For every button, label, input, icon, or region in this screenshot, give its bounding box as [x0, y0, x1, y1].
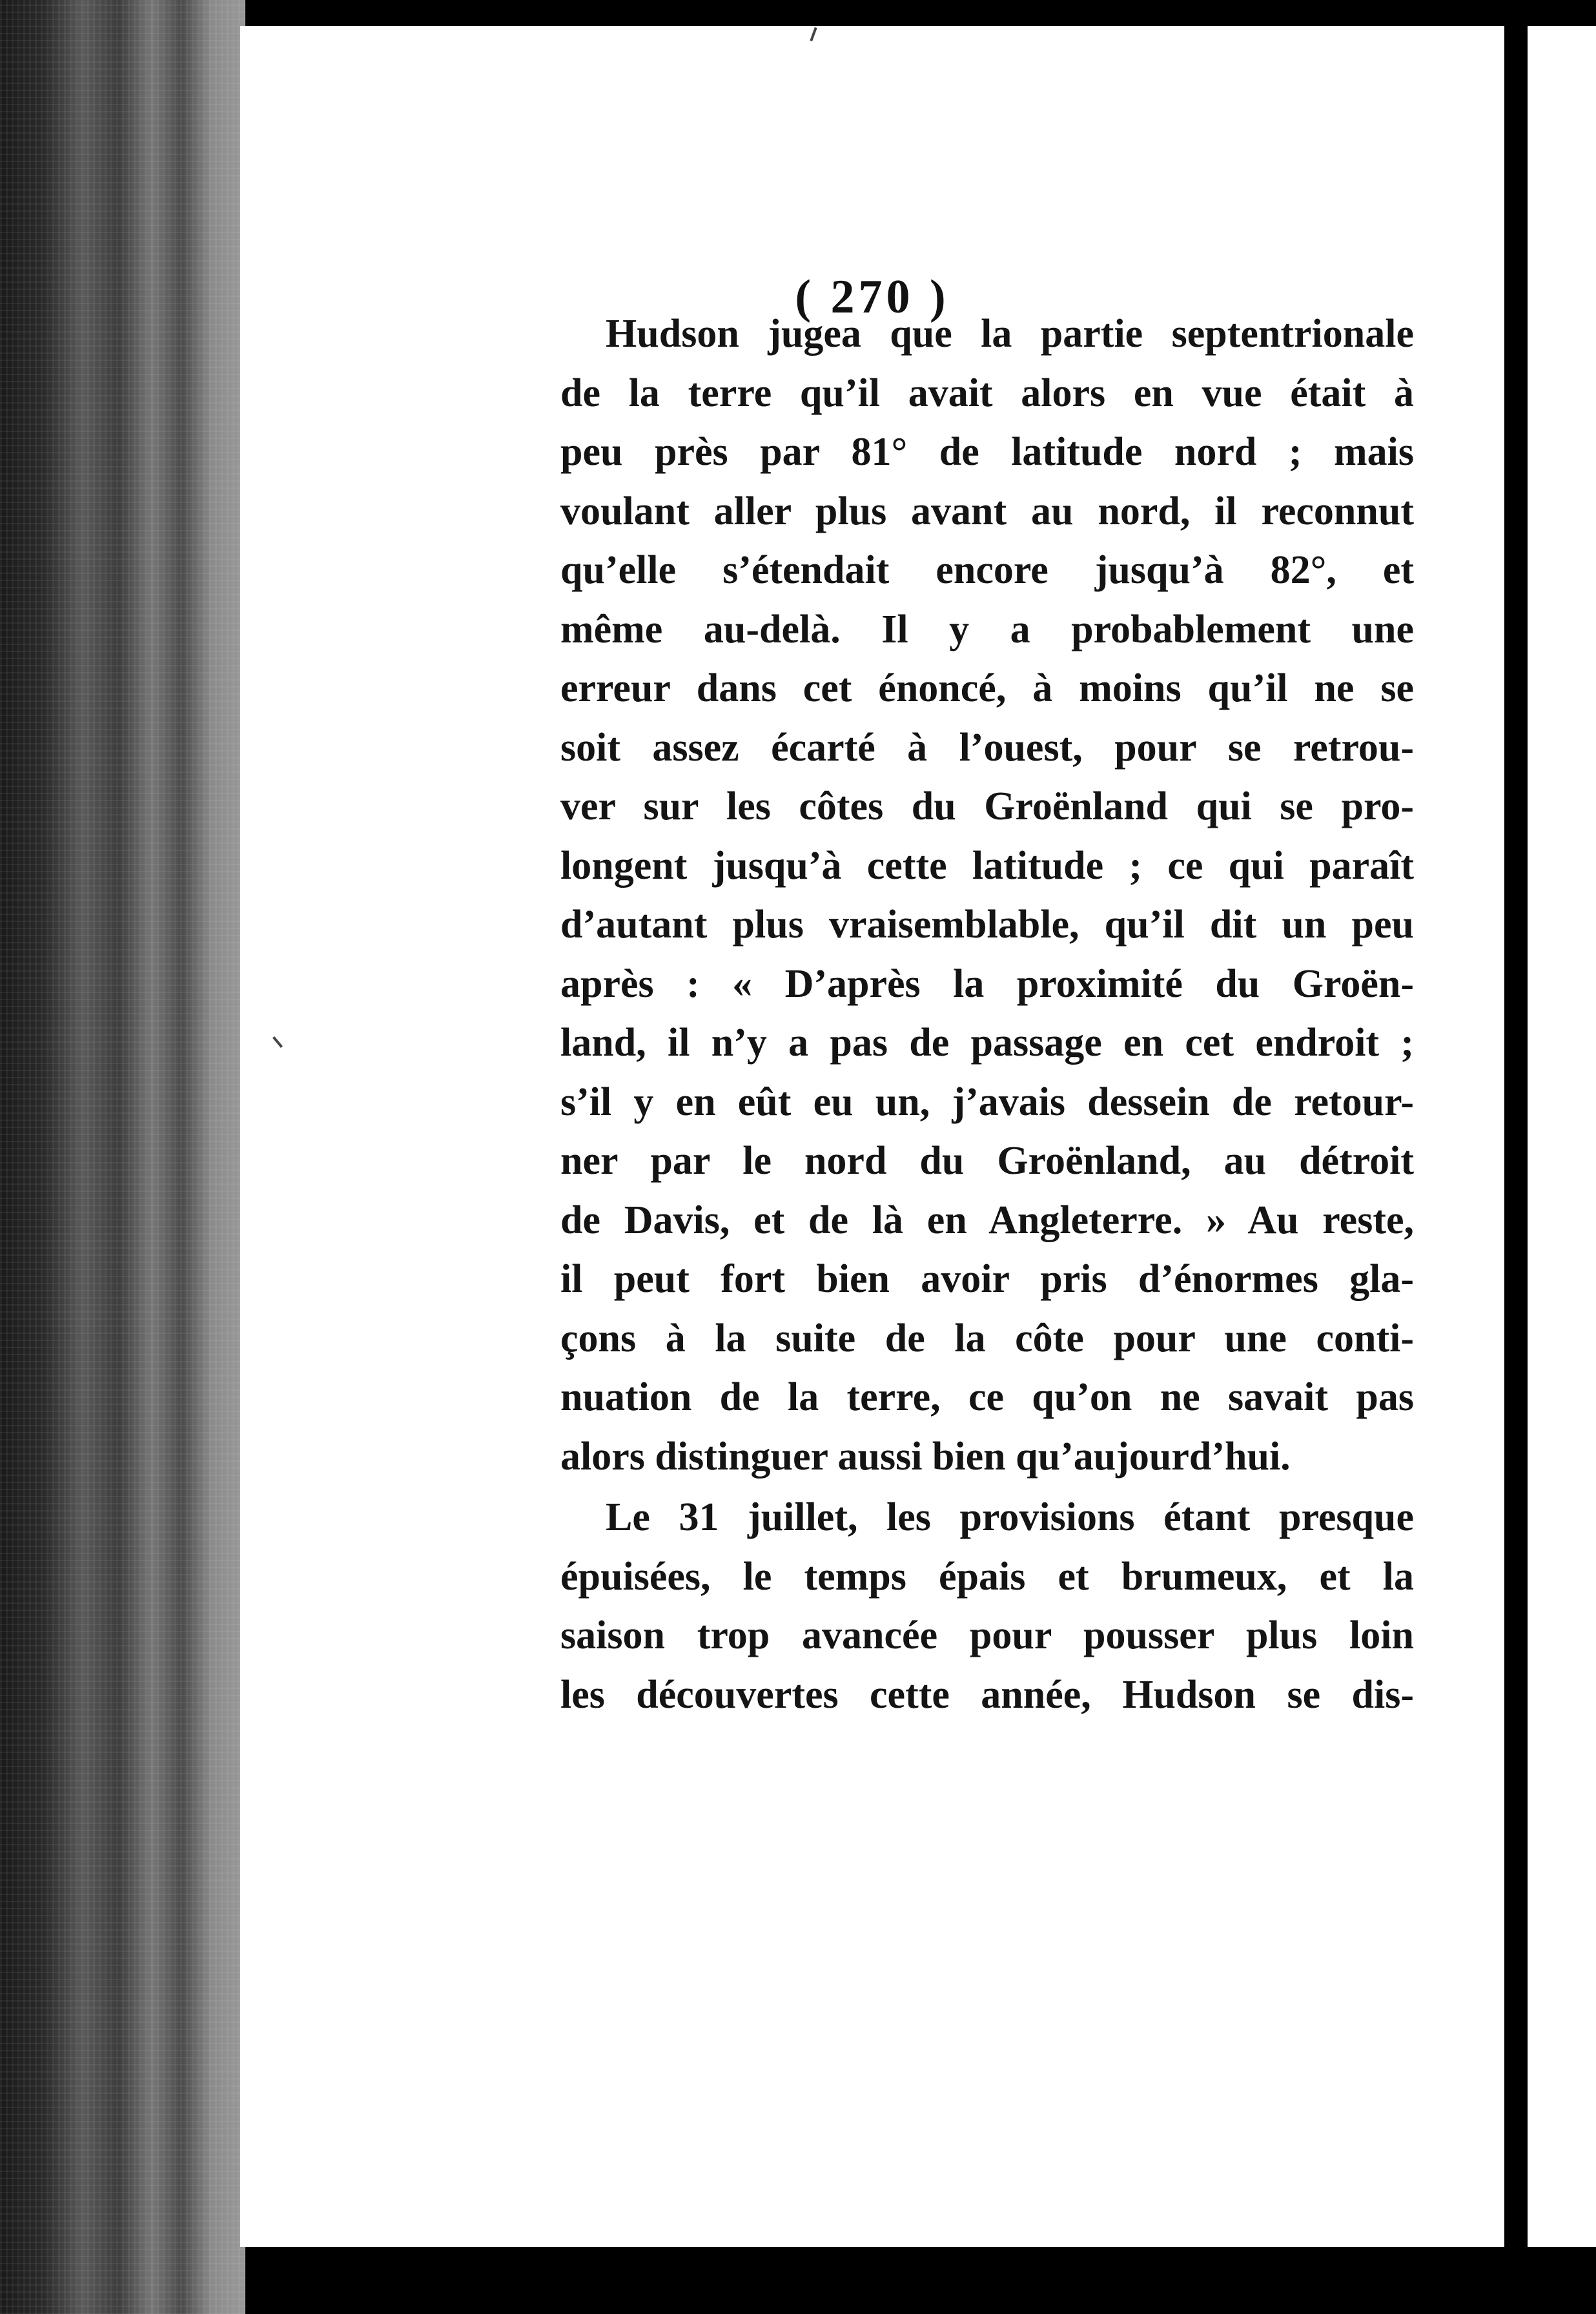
text-line: soit assez écarté à l’ouest, pour se retrou- — [560, 725, 1414, 770]
text-line: de Davis, et de là en Angleterre. » Au reste, — [560, 1198, 1414, 1242]
text-line: peu près par 81° de latitude nord ; mais — [560, 430, 1414, 474]
text-line: de la terre qu’il avait alors en vue était à — [560, 371, 1414, 415]
text-line: ner par le nord du Groënland, au détroit — [560, 1139, 1414, 1183]
paragraph-1 — [560, 305, 1414, 1486]
text-line: même au-delà. Il y a probablement une — [560, 607, 1414, 651]
text-line: Hudson jugea que la partie septentrionale — [606, 312, 1414, 356]
page-number: ( 270 ) — [795, 271, 950, 323]
text-line: épuisées, le temps épais et brumeux, et la — [560, 1554, 1414, 1599]
page-gutter — [1504, 0, 1528, 2314]
text-line: il peut fort bien avoir pris d’énormes gla- — [560, 1257, 1414, 1301]
text-line: longent jusqu’à cette latitude ; ce qui paraît — [560, 843, 1414, 888]
text-line: alors distinguer aussi bien qu’aujourd’hui. — [560, 1434, 1291, 1479]
book-spine — [0, 0, 245, 2314]
text-line: après : « D’après la proximité du Groën- — [560, 961, 1414, 1006]
text-line: land, il n’y a pas de passage en cet endroit ; — [560, 1021, 1414, 1065]
facing-page-edge — [1528, 26, 1596, 2247]
text-line: s’il y en eût eu un, j’avais dessein de retour- — [560, 1080, 1414, 1124]
text-line: ver sur les côtes du Groënland qui se pro- — [560, 784, 1414, 828]
text-line: qu’elle s’étendait encore jusqu’à 82°, et — [560, 548, 1414, 592]
text-line: les découvertes cette année, Hudson se dis- — [560, 1672, 1414, 1717]
text-line: çons à la suite de la côte pour une conti- — [560, 1316, 1414, 1360]
text-line: Le 31 juillet, les provisions étant presque — [606, 1495, 1414, 1539]
paragraph-2 — [560, 1488, 1414, 1725]
text-line: d’autant plus vraisemblable, qu’il dit un peu — [560, 903, 1414, 947]
text-line: nuation de la terre, ce qu’on ne savait pas — [560, 1375, 1414, 1419]
text-line: saison trop avancée pour pousser plus loin — [560, 1613, 1414, 1657]
text-line: voulant aller plus avant au nord, il reconnut — [560, 489, 1414, 533]
text-line: erreur dans cet énoncé, à moins qu’il ne se — [560, 666, 1414, 710]
